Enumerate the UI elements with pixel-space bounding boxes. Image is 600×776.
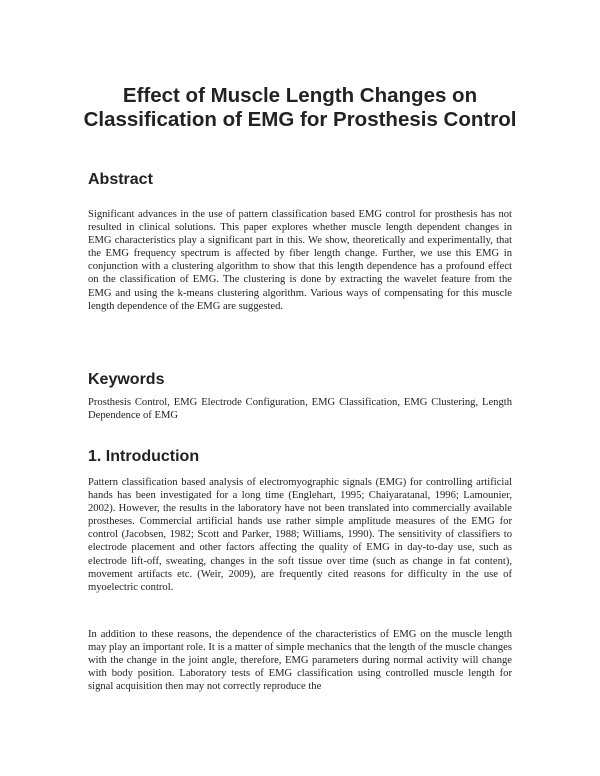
paper-title [40, 84, 560, 132]
introduction-heading: 1. Introduction [88, 448, 200, 465]
title-line-1: Effect of Muscle Length Changes on [122, 84, 478, 107]
title-line-2: Classification of EMG for Prosthesis Control [83, 108, 517, 131]
keywords-text: Prosthesis Control, EMG Electrode Configuration, EMG Classification, EMG Clustering, Length Dependence of EMG [88, 397, 512, 422]
abstract-heading: Abstract [88, 171, 153, 188]
introduction-paragraph-2: In addition to these reasons, the dependence of the characteristics of EMG on the muscle length may play an important role. It is a matter of simple mechanics that the length of the muscle changes with the change in the joint angle, therefore, EMG parameters during normal activity will change with body position. Laboratory tests of EMG classification using controlled muscle length for signal acquisition then may not correctly reproduce the [88, 629, 512, 693]
keywords-heading: Keywords [88, 371, 165, 388]
introduction-paragraph-1: Pattern classification based analysis of electromyographic signals (EMG) for controlling artificial hands has been investigated for a long time (Englehart, 1995; Chaiyaratanal, 1996; Lamounier, 2002). However, the results in the laboratory have not been translated into commercially available prostheses. Commercial artificial hands use rather simple amplitude measures of the EMG for control (Jacobsen, 1982; Scott and Parker, 1988; Williams, 1990). The sensitivity of classifiers to electrode placement and other factors affecting the quality of EMG in day-to-day use, such as electrode lift-off, sweating, changes in the soft tissue over time (such as change in fat content), movement artifacts etc. (Weir, 2009), are frequently cited reasons for difficulty in the use of myoelectric control. [88, 477, 512, 593]
abstract-text: Significant advances in the use of pattern classification based EMG control for prosthesis has not resulted in clinical solutions. This paper explores whether muscle length dependent changes in EMG characteristics play a significant part in this. We show, theoretically and experimentally, that the EMG frequency spectrum is affected by fiber length change. Further, we use this EMG in conjunction with a clustering algorithm to show that this length dependence has a profound effect on the classification of EMG. The clustering is done by extracting the wavelet feature from the EMG and using the k-means clustering algorithm. Various ways of compensating for this muscle length dependence of the EMG are suggested. [88, 209, 512, 312]
